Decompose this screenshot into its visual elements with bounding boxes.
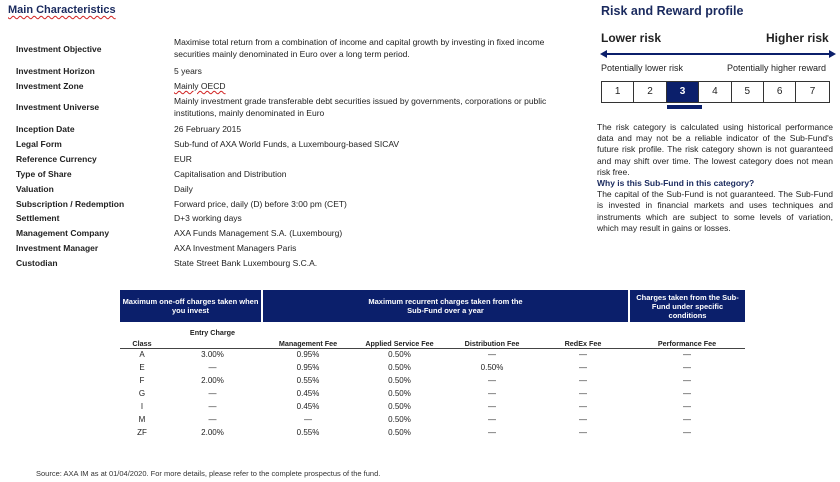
cell-mgmt: 0.95% [296, 350, 320, 359]
cell-entry: — [208, 415, 217, 424]
cell-performance: — [683, 363, 691, 372]
label-inception-date: Inception Date [16, 124, 75, 134]
label-investment-universe: Investment Universe [16, 102, 100, 112]
risk-level-5: 5 [732, 82, 764, 102]
value-custodian: State Street Bank Luxembourg S.C.A. [174, 258, 318, 268]
value-investment-universe: Mainly investment grade transferable debt securities issued by governments, corporations or public institutions, mainly denominated in Euro [174, 96, 547, 118]
cell-distribution: — [488, 376, 496, 385]
risk-scale [601, 81, 830, 103]
cell-entry: 3.00% [201, 350, 224, 359]
cell-entry: — [208, 402, 217, 411]
value-type-of-share: Capitalisation and Distribution [174, 169, 287, 179]
cell-mgmt: 0.95% [296, 363, 320, 372]
cell-distribution: — [488, 428, 496, 437]
label-valuation: Valuation [16, 184, 54, 194]
value-legal-form: Sub-fund of AXA World Funds, a Luxembourg-based SICAV [174, 139, 400, 149]
cell-redex: — [579, 350, 587, 359]
cell-entry: 2.00% [201, 376, 224, 385]
cell-service: 0.50% [388, 428, 411, 437]
main-characteristics-title: Main Characteristics [8, 4, 116, 16]
cell-mgmt: 0.55% [296, 428, 320, 437]
label-settlement: Settlement [16, 213, 60, 223]
source-footnote: Source: AXA IM as at 01/04/2020. For more details, please refer to the complete prospectus of the fund. [36, 469, 381, 478]
value-investment-zone: Mainly OECD [174, 81, 226, 91]
cell-distribution: — [488, 389, 496, 398]
label-investment-zone: Investment Zone [16, 81, 84, 91]
label-subscription-redemption: Subscription / Redemption [16, 199, 125, 209]
lower-risk-label: Lower risk [601, 31, 662, 45]
label-custodian: Custodian [16, 258, 58, 268]
cell-class: E [139, 363, 145, 372]
label-investment-manager: Investment Manager [16, 243, 99, 253]
cell-redex: — [579, 415, 587, 424]
cell-performance: — [683, 376, 691, 385]
label-investment-horizon: Investment Horizon [16, 66, 95, 76]
cell-performance: — [683, 415, 691, 424]
risk-level-4: 4 [699, 82, 731, 102]
col-applied-service-fee: Applied Service Fee [365, 339, 434, 348]
value-management-company: AXA Funds Management S.A. (Luxembourg) [174, 228, 343, 238]
cell-distribution: 0.50% [480, 363, 504, 372]
col-class: Class [132, 339, 152, 348]
potentially-lower-risk-label: Potentially lower risk [601, 63, 684, 73]
label-type-of-share: Type of Share [16, 169, 72, 179]
risk-level-3-selected: 3 [667, 82, 699, 102]
cell-service: 0.50% [388, 389, 411, 398]
cell-class: ZF [137, 428, 147, 437]
cell-distribution: — [488, 350, 496, 359]
value-valuation: Daily [174, 184, 193, 194]
value-inception-date: 26 February 2015 [174, 124, 242, 134]
cell-class: A [139, 350, 145, 359]
cell-performance: — [683, 402, 691, 411]
label-reference-currency: Reference Currency [16, 154, 97, 164]
cell-mgmt: 0.45% [296, 402, 320, 411]
risk-description [597, 122, 833, 234]
cell-entry: — [208, 363, 217, 372]
col-management-fee: Management Fee [278, 339, 338, 348]
cell-class: G [138, 389, 146, 398]
cell-mgmt: 0.55% [296, 376, 320, 385]
cell-class: I [140, 402, 144, 411]
value-settlement: D+3 working days [174, 213, 242, 223]
cell-class: M [138, 415, 146, 424]
cell-performance: — [683, 428, 691, 437]
cell-distribution: — [488, 402, 496, 411]
why-category-text: The capital of the Sub-Fund is not guaranteed. The Sub-Fund is invested in financial markets and uses techniques and instruments which are subject to some levels of variation, which may result in gains or losses. [597, 189, 833, 233]
risk-level-1: 1 [602, 82, 634, 102]
risk-selected-marker [667, 105, 702, 109]
cell-mgmt: — [304, 415, 312, 424]
cell-redex: — [579, 363, 587, 372]
risk-description-text: The risk category is calculated using historical performance data and may not be a reliable indicator of the Sub-Fund's future risk profile. The risk category shown is not guaranteed and may shift over time. The lowest category does not mean risk free. [597, 122, 833, 177]
cell-service: 0.50% [388, 363, 411, 372]
header-oneoff-charges: Maximum one-off charges taken when you invest [120, 290, 261, 322]
col-distribution-fee: Distribution Fee [464, 339, 520, 348]
risk-reward-title: Risk and Reward profile [601, 4, 744, 18]
risk-arrow-icon [600, 49, 836, 59]
value-investment-horizon: 5 years [174, 66, 202, 76]
value-investment-manager: AXA Investment Managers Paris [174, 243, 297, 253]
higher-risk-label: Higher risk [766, 31, 829, 45]
value-investment-objective: Maximise total return from a combination of income and capital growth by investing in fixed income securities mainly denominated in Euro over a long term period. [174, 37, 545, 59]
header-recurrent-charges: Maximum recurrent charges taken from the Sub-Fund over a year [263, 290, 628, 322]
col-redex-fee: RedEx Fee [564, 339, 602, 348]
cell-mgmt: 0.45% [296, 389, 320, 398]
label-management-company: Management Company [16, 228, 110, 238]
value-reference-currency: EUR [174, 154, 192, 164]
potentially-higher-reward-label: Potentially higher reward [727, 63, 827, 73]
value-subscription-redemption: Forward price, daily (D) before 3:00 pm (CET) [174, 199, 347, 209]
col-entry-charge: Entry Charge [189, 328, 236, 337]
cell-distribution: — [488, 415, 496, 424]
risk-level-7: 7 [809, 86, 816, 97]
cell-performance: — [683, 350, 691, 359]
cell-service: 0.50% [388, 350, 411, 359]
cell-entry: 2.00% [201, 428, 224, 437]
cell-class: F [139, 376, 145, 385]
header-specific-charges: Charges taken from the Sub-Fund under specific conditions [630, 290, 745, 322]
cell-redex: — [579, 402, 587, 411]
cell-redex: — [579, 428, 587, 437]
col-performance-fee: Performance Fee [657, 339, 717, 348]
cell-service: 0.50% [388, 402, 411, 411]
cell-entry: — [208, 389, 217, 398]
label-investment-objective: Investment Objective [16, 44, 102, 54]
cell-redex: — [579, 389, 587, 398]
cell-redex: — [579, 376, 587, 385]
risk-level-2: 2 [634, 82, 666, 102]
cell-service: 0.50% [388, 415, 411, 424]
risk-level-6: 6 [764, 82, 796, 102]
cell-service: 0.50% [388, 376, 411, 385]
why-category-title: Why is this Sub-Fund in this category? [597, 178, 755, 189]
cell-performance: — [683, 389, 691, 398]
label-legal-form: Legal Form [16, 139, 62, 149]
